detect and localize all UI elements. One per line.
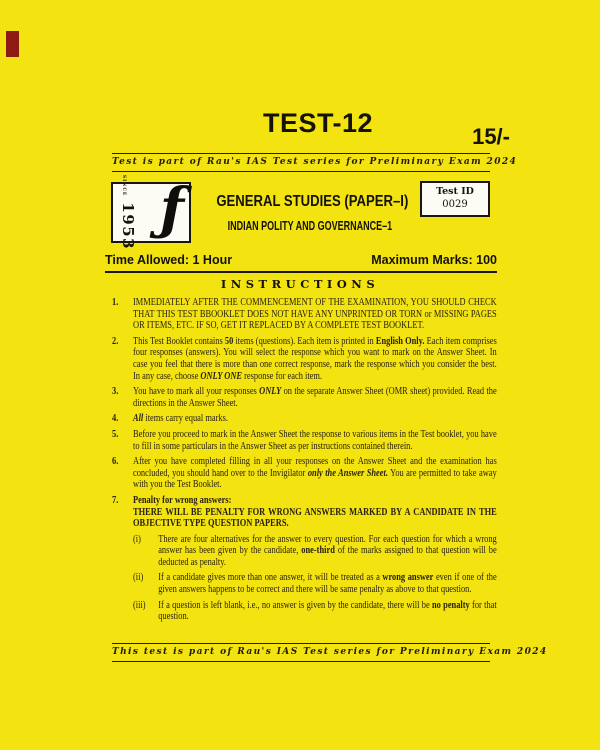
logo-year: 1953	[119, 202, 138, 251]
raus-ias-logo-glyph: ƒ	[159, 176, 184, 242]
instructions-list	[112, 297, 497, 627]
item-text: After you have completed filling in all your responses on the Answer Sheet and the examination has concluded, you should hand over to the Invigilator only the Answer Sheet. You are permitted to take away with you the Test Booklet.	[133, 456, 497, 491]
item-number: 6.	[112, 456, 119, 468]
test-id-label: Test ID	[436, 186, 474, 197]
top-banner-text: Test is part of Rau's IAS Test series for Preliminary Exam 2024	[112, 157, 518, 167]
item-number: 5.	[112, 428, 119, 440]
instruction-item	[112, 429, 497, 452]
instructions-heading: INSTRUCTIONS	[220, 277, 380, 291]
red-corner-mark	[6, 31, 19, 57]
instruction-item	[112, 386, 497, 409]
bottom-banner	[112, 643, 548, 662]
top-banner	[112, 153, 518, 172]
item-number: (iii)	[133, 599, 146, 611]
item-number: 4.	[112, 413, 119, 425]
subject-title: INDIAN POLITY AND GOVERNANCE–1	[227, 219, 393, 233]
logo-since-text: SINCE	[121, 174, 127, 197]
logo-year-rotated	[113, 174, 143, 251]
title-block	[196, 193, 422, 233]
item-text: IMMEDIATELY AFTER THE COMMENCEMENT OF THE EXAMINATION, YOU SHOULD CHECK THAT THIS TEST BBOOKLET DOES NOT HAVE ANY UNPRINTED OR TORN or MISSING PAGES OR ITEMS, ETC. IF SO, GET IT REPLACED BY A COMPLETE TEST BOOKLET.	[133, 297, 497, 332]
instruction-item	[112, 495, 497, 530]
test-id-box	[420, 181, 490, 217]
item-number: 2.	[112, 335, 119, 347]
item-text: Penalty for wrong answers: THERE WILL BE PENALTY FOR WRONG ANSWERS MARKED BY A CANDIDATE IN THE OBJECTIVE TYPE QUESTION PAPERS.	[133, 494, 497, 530]
logo-box	[111, 174, 191, 251]
item-text: All items carry equal marks.	[133, 413, 228, 425]
item-text: There are four alternatives for the answer to every question. For each question for which a wrong answer has been given by the candidate, one-third of the marks assigned to that question will be deducted as penalty.	[158, 533, 497, 568]
instruction-item	[112, 413, 497, 425]
item-text: If a candidate gives more than one answer, it will be treated as a wrong answer even if one of the given answers happens to be correct and there will be same penalty as above to that question.	[158, 572, 497, 596]
item-number: 1.	[112, 297, 119, 308]
instruction-subitem	[133, 534, 497, 569]
price: 15/-	[472, 124, 510, 149]
maximum-marks: Maximum Marks: 100	[371, 253, 497, 267]
instruction-subitem	[133, 600, 497, 623]
item-number: 7.	[112, 494, 119, 506]
paper-title: GENERAL STUDIES (PAPER–I)	[216, 193, 409, 210]
instruction-item	[112, 336, 497, 382]
item-text: Before you proceed to mark in the Answer Sheet the response to various items in the Test booklet, you have to fill in some particulars in the Answer Sheet as per instructions contained therein.	[133, 428, 497, 452]
item-text: If a question is left blank, i.e., no answer is given by the candidate, there will be no penalty for that question.	[158, 599, 497, 623]
instruction-subitem	[133, 572, 497, 595]
instruction-item	[112, 456, 497, 491]
meta-row	[105, 253, 497, 273]
test-number: TEST-12	[262, 108, 374, 138]
item-number: 3.	[112, 386, 119, 398]
item-number: (ii)	[133, 572, 144, 584]
item-text: You have to mark all your responses ONLY on the separate Answer Sheet (OMR sheet) provided. Read the directions in the Answer Sheet.	[133, 386, 497, 409]
time-allowed: Time Allowed: 1 Hour	[105, 253, 233, 267]
item-number: (i)	[133, 533, 141, 545]
instruction-item	[112, 297, 497, 332]
test-id-value: 0029	[442, 199, 468, 210]
item-text: This Test Booklet contains 50 items (questions). Each item is printed in English Only. Each item comprises four responses (answers). You will select the response which you want to mark on the Answer Sheet. In case you feel that there is more than one correct response, mark the response which you consider the best. In any case, choose ONLY ONE response for each item.	[133, 335, 497, 382]
bottom-banner-text: This test is part of Rau's IAS Test series for Preliminary Exam 2024	[112, 647, 548, 657]
